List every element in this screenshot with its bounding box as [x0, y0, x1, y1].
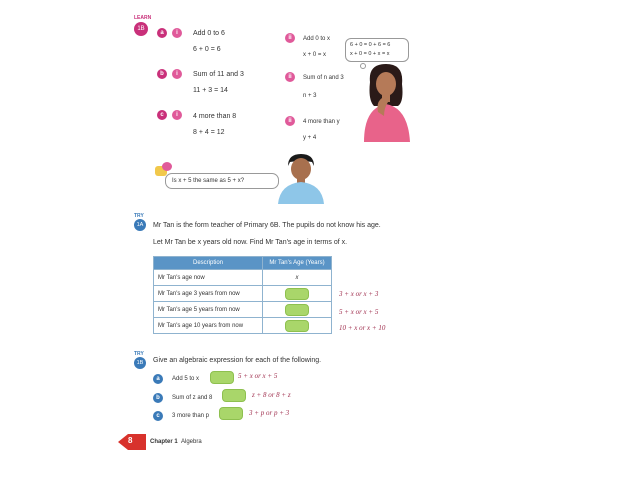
thought-line: x + 0 = 0 + x = x: [350, 51, 390, 57]
learn-item-expr: 6 + 0 = 6: [193, 46, 221, 53]
answer-cell[interactable]: [263, 318, 332, 334]
learn-item-text: Sum of 11 and 3: [193, 71, 244, 78]
page-number: 8: [128, 436, 133, 445]
thought-bubble: [345, 38, 409, 62]
learn-item-expr: 11 + 3 = 14: [193, 87, 228, 94]
try2-item-text: Add 5 to x: [172, 376, 200, 382]
handwritten-answer: z + 8 or 8 + z: [252, 391, 291, 399]
try-label: TRY: [134, 213, 144, 219]
speech-bubble: [165, 173, 279, 189]
item-letter: c: [153, 411, 163, 421]
item-letter: a: [153, 374, 163, 384]
try1-instruction: Let Mr Tan be x years old now. Find Mr Tan's age in terms of x.: [153, 239, 348, 246]
item-letter: a: [157, 28, 167, 38]
try-number: 1B: [134, 357, 146, 369]
table-row: [154, 318, 332, 334]
learn-label: LEARN: [134, 15, 152, 21]
answer-box[interactable]: [222, 389, 246, 402]
boy-question: Is x + 5 the same as 5 + x?: [172, 178, 245, 184]
answer-box[interactable]: [210, 371, 234, 384]
item-roman: ii: [285, 33, 295, 43]
item-roman: i: [172, 110, 182, 120]
handwritten-answer: 10 + x or x + 10: [339, 324, 386, 332]
answer-box[interactable]: [219, 407, 243, 420]
try2-intro: Give an algebraic expression for each of the following.: [153, 357, 322, 364]
item-letter: b: [153, 393, 163, 403]
try-number: 1A: [134, 219, 146, 231]
table-row: [154, 270, 332, 286]
learn-item-text: 4 more than 8: [193, 113, 237, 120]
learn-item-text: Sum of n and 3: [303, 75, 344, 81]
try2-item-text: Sum of z and 8: [172, 395, 213, 401]
learn-item-expr: y + 4: [303, 135, 317, 141]
learn-item-expr: 8 + 4 = 12: [193, 129, 225, 136]
boy-illustration: [276, 152, 326, 204]
handwritten-answer: 5 + x or x + 5: [238, 372, 278, 380]
item-letter: b: [157, 69, 167, 79]
age-table: [153, 256, 332, 334]
girl-illustration: [358, 62, 414, 142]
table-header: Mr Tan's Age (Years): [263, 257, 332, 270]
footer-topic: Algebra: [181, 439, 202, 445]
table-row: [154, 302, 332, 318]
table-header-row: [154, 257, 332, 270]
footer-chapter: Chapter 1: [150, 439, 178, 445]
learn-item-text: Add 0 to 6: [193, 30, 225, 37]
learn-item-expr: n + 3: [303, 93, 317, 99]
table-cell: Mr Tan's age 3 years from now: [154, 286, 263, 302]
try2-item-text: 3 more than p: [172, 413, 210, 419]
learn-item-text: Add 0 to x: [303, 36, 331, 42]
table-row: [154, 286, 332, 302]
item-roman: ii: [285, 72, 295, 82]
answer-cell[interactable]: [263, 286, 332, 302]
handwritten-answer: 3 + x or x + 3: [339, 290, 379, 298]
speech-icon: [162, 162, 172, 171]
item-roman: ii: [285, 116, 295, 126]
learn-item-expr: x + 0 = x: [303, 52, 327, 58]
table-cell: Mr Tan's age now: [154, 270, 263, 286]
answer-cell[interactable]: [263, 302, 332, 318]
item-letter: c: [157, 110, 167, 120]
handwritten-answer: 3 + p or p + 3: [249, 409, 290, 417]
thought-line: 6 + 0 = 0 + 6 = 6: [350, 42, 391, 48]
try-label: TRY: [134, 351, 144, 357]
table-cell: x: [263, 270, 332, 286]
try1-text: Mr Tan is the form teacher of Primary 6B. The pupils do not know his age.: [153, 222, 381, 229]
learn-number: 1B: [134, 22, 148, 36]
item-roman: i: [172, 69, 182, 79]
table-cell: Mr Tan's age 10 years from now: [154, 318, 263, 334]
handwritten-answer: 5 + x or x + 5: [339, 308, 379, 316]
table-cell: Mr Tan's age 5 years from now: [154, 302, 263, 318]
item-roman: i: [172, 28, 182, 38]
table-header: Description: [154, 257, 263, 270]
learn-item-text: 4 more than y: [303, 119, 340, 125]
